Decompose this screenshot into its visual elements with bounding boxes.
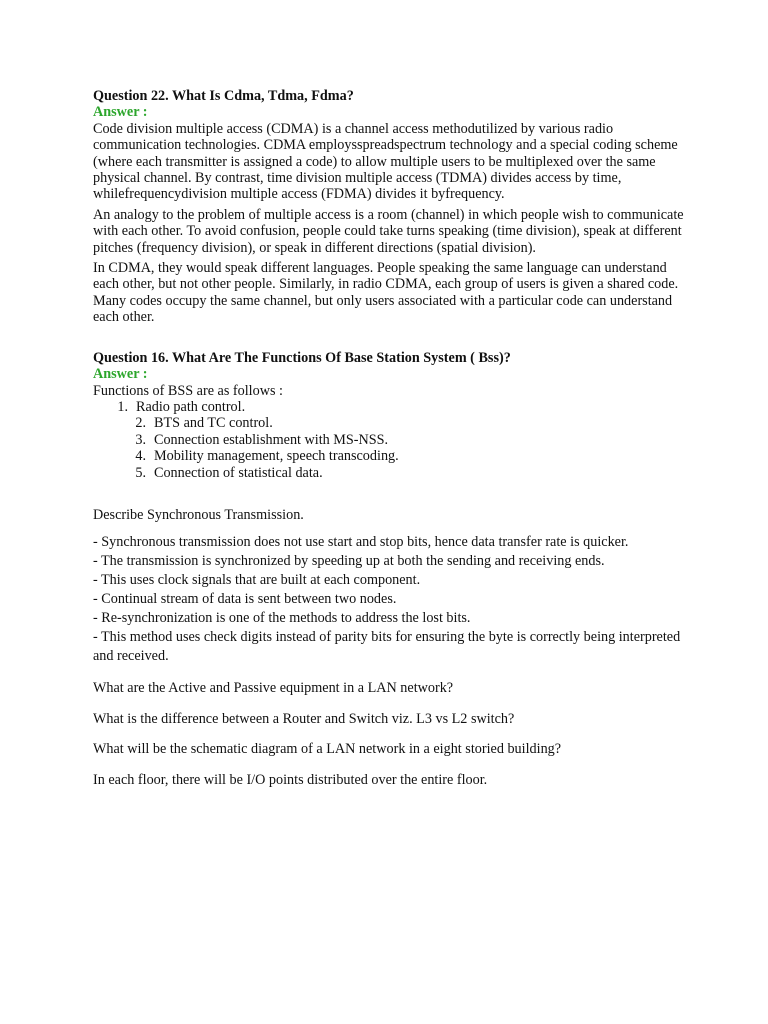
question-22-paragraph-2: An analogy to the problem of multiple access is a room (channel) in which people wish to communicate with each other. To avoid confusion, people could take turns speaking (time division), speak at different pitches (frequency division), or speak in different directions (spatial division). [93,206,684,256]
sync-line: - This method uses check digits instead of parity bits for ensuring the byte is correctly being interpreted and received. [93,629,681,665]
question-16-title: Question 16. What Are The Functions Of Base Station System ( Bss)? [93,349,511,366]
sync-line: - This uses clock signals that are built at each component. [93,572,421,589]
sync-line: - Re-synchronization is one of the methods to address the lost bits. [93,610,471,627]
sync-line: - Continual stream of data is sent between two nodes. [93,591,397,608]
question-line: In each floor, there will be I/O points distributed over the entire floor. [93,771,488,788]
question-22-title: Question 22. What Is Cdma, Tdma, Fdma? [93,88,354,104]
list-item: 2. BTS and TC control. [135,415,273,432]
question-22-answer-label: Answer : [93,104,148,121]
question-16-answer-label: Answer : [93,366,148,383]
sync-line: - The transmission is synchronized by speeding up at both the sending and receiving ends. [93,553,605,570]
sync-line: - Synchronous transmission does not use start and stop bits, hence data transfer rate is quicker. [93,534,629,551]
question-line: What are the Active and Passive equipment in a LAN network? [93,680,454,697]
list-item: 4. Mobility management, speech transcoding. [135,448,399,465]
list-item: 5. Connection of statistical data. [135,464,323,481]
question-line: What will be the schematic diagram of a LAN network in a eight storied building? [93,741,562,758]
list-item: 1. Radio path control. [117,398,246,415]
question-line: What is the difference between a Router and Switch viz. L3 vs L2 switch? [93,710,515,727]
question-22-paragraph-3: In CDMA, they would speak different languages. People speaking the same language can understand each other, but not other people. Similarly, in radio CDMA, each group of users is given a shared code. Many codes occupy the same channel, but only users associated with a particular code can understand each other. [93,260,679,326]
list-item: 3. Connection establishment with MS-NSS. [135,431,389,448]
document-page [93,88,693,788]
bss-functions-list [93,399,693,481]
question-16-intro: Functions of BSS are as follows : [93,382,283,399]
question-22-paragraph-1: Code division multiple access (CDMA) is a channel access methodutilized by various radio communication technologies. CDMA employsspreadspectrum technology and a special coding scheme (where each transmitter is assigned a code) to allow multiple users to be multiplexed over the same physical channel. By contrast, time division multiple access (TDMA) divides access by time, whilefrequencydivision multiple access (FDMA) divides it byfrequency. [93,120,678,203]
sync-heading: Describe Synchronous Transmission. [93,506,304,523]
